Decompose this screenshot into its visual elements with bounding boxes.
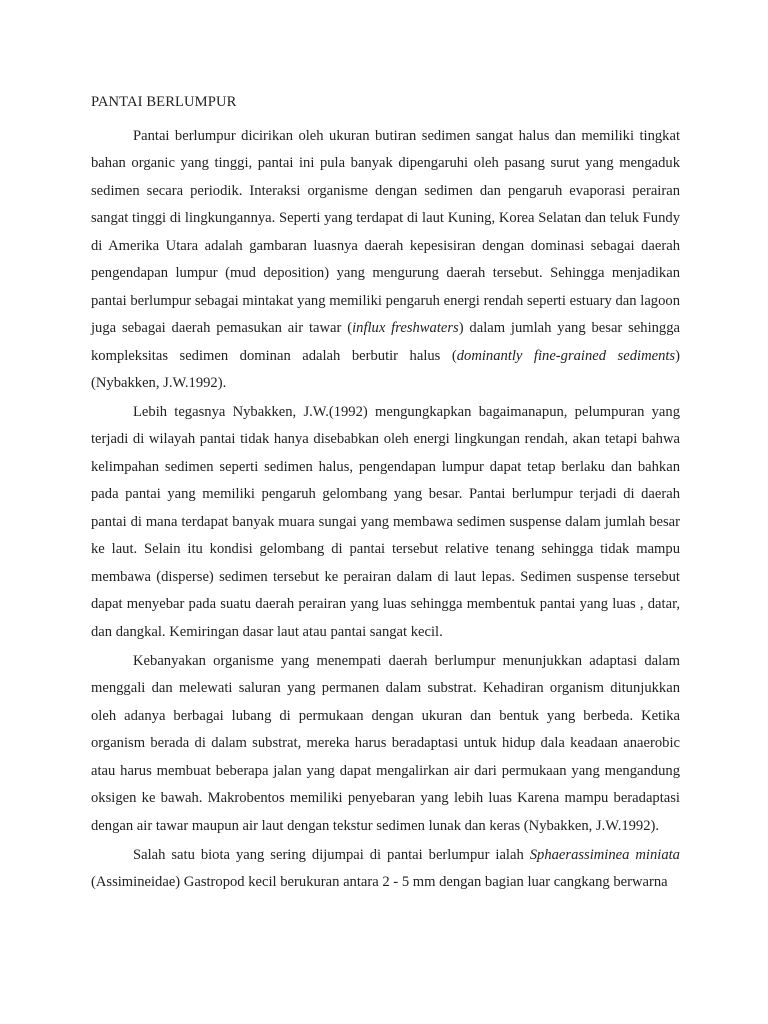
species-name: Sphaerassiminea miniata [529,847,680,863]
paragraph-1-citation: ) (Nybakken, J.W.1992). [91,347,680,392]
paragraph-4-text: Salah satu biota yang sering dijumpai di pantai berlumpur ialah [133,847,530,863]
paragraph-1-text: Pantai berlumpur dicirikan oleh ukuran butiran sedimen sangat halus dan memiliki tingkat bahan organic yang tinggi, pantai ini pula banyak dipengaruhi oleh pasang surut yang mengaduk sedimen secara periodik. Interaksi organisme dengan sedimen dan pengaruh evaporasi perairan sangat tinggi di lingkungannya. Seperti yang terdapat di laut Kuning, Korea Selatan dan teluk Fundy di Amerika Utara adalah gambaran luasnya daerah kepesisiran dengan dominasi sebagai daerah pengendapan lumpur (mud deposition) yang mengurung daerah tersebut. Sehingga menjadikan pantai berlumpur sebagai mintakat yang memiliki pengaruh energi rendah seperti estuary dan lagoon juga sebagai daerah pemasukan air tawar ( [91,128,680,337]
paragraph-3-text: Kebanyakan organisme yang menempati daerah berlumpur menunjukkan adaptasi dalam menggali dan melewati saluran yang permanen dalam substrat. Kehadiran organism ditunjukkan oleh adanya berbagai lubang di permukaan dengan ukuran dan bentuk yang berbeda. Ketika organism berada di dalam substrat, mereka harus beradaptasi untuk hidup dala keadaan anaerobic atau harus membuat beberapa jalan yang dapat mengalirkan air dari permukaan yang mengandung oksigen ke bawah. Makrobentos memiliki penyebaran yang lebih luas Karena mampu beradaptasi dengan air tawar maupun air laut dengan tekstur sedimen lunak dan keras (Nybakken, J.W.1992). [91,653,680,834]
term-influx-freshwaters: influx freshwaters [352,320,459,337]
paragraph-1 [91,123,680,398]
paragraph-4 [91,842,680,897]
paragraph-2 [91,399,680,646]
document-heading: PANTAI BERLUMPUR [91,94,237,110]
paragraph-2-text: Lebih tegasnya Nybakken, J.W.(1992) mengungkapkan bagaimanapun, pelumpuran yang terjadi di wilayah pantai tidak hanya disebabkan oleh energi lingkungan rendah, akan tetapi bahwa kelimpahan sedimen seperti sedimen halus, pengendapan lumpur dapat tetap berlaku dan bahkan pada pantai yang memiliki pengaruh gelombang yang besar. Pantai berlumpur terjadi di daerah pantai di mana terdapat banyak muara sungai yang membawa sedimen suspense dalam jumlah besar ke laut. Selain itu kondisi gelombang di pantai tersebut relative tenang sehingga tidak mampu membawa (disperse) sedimen tersebut ke perairan dalam di laut lepas. Sedimen suspense tersebut dapat menyebar pada suatu daerah perairan yang luas sehingga membentuk pantai yang luas , datar, dan dangkal. Kemiringan dasar laut atau pantai sangat kecil. [91,404,680,640]
paragraph-4-text: (Assimineidae) Gastropod kecil berukuran antara 2 - 5 mm dengan bagian luar cangkang berwarna [91,874,668,891]
paragraph-3 [91,648,680,840]
paragraph-1-text: ) dalam jumlah yang besar sehingga kompleksitas sedimen dominan adalah berbutir halus ( [91,320,680,364]
term-dominantly-fine-grained: dominantly fine-grained sediments [456,347,676,364]
